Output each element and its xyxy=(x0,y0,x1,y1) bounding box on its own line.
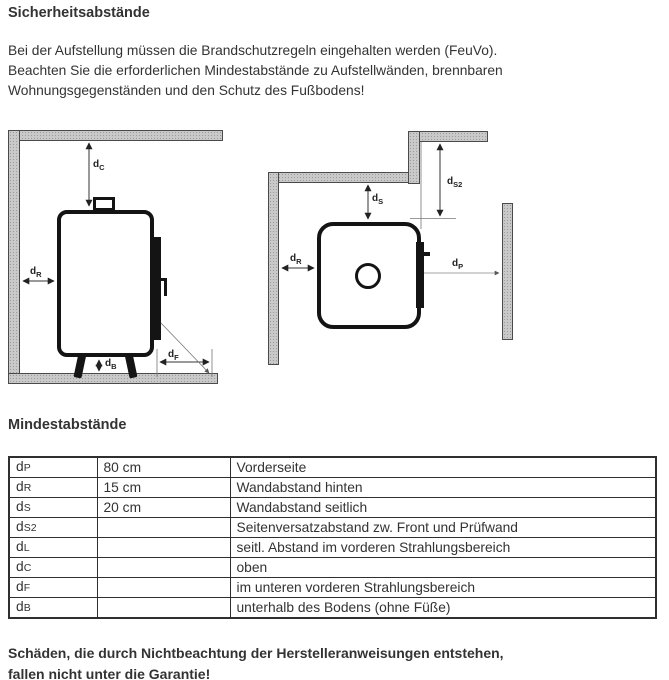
minimum-distances-table xyxy=(8,456,657,619)
clearance-diagrams xyxy=(0,125,669,403)
distance-value: 15 cm xyxy=(97,478,230,498)
distance-value xyxy=(97,538,230,558)
distance-symbol: dP xyxy=(9,457,97,478)
table-row xyxy=(9,538,656,558)
table-row xyxy=(9,598,656,619)
intro-line: Beachten Sie die erforderlichen Mindestabstände zu Aufstellwänden, brennbaren xyxy=(8,63,503,78)
label-ds2: $d_{S2}$ xyxy=(447,176,463,189)
distance-symbol: dS2 xyxy=(9,518,97,538)
distance-value xyxy=(97,578,230,598)
warranty-warning xyxy=(8,643,504,680)
warning-line: fallen nicht unter die Garantie! xyxy=(8,666,211,680)
distance-description: im unteren vorderen Strahlungsbereich xyxy=(230,578,656,598)
distance-description: seitl. Abstand im vorderen Strahlungsbereich xyxy=(230,538,656,558)
distance-value xyxy=(97,598,230,619)
table-row xyxy=(9,498,656,518)
distance-description: unterhalb des Bodens (ohne Füße) xyxy=(230,598,656,619)
radiation-diagonal xyxy=(161,323,209,373)
table-row xyxy=(9,558,656,578)
label-df: $d_F$ xyxy=(168,349,179,362)
table-row xyxy=(9,457,656,478)
distance-symbol: dF xyxy=(9,578,97,598)
distance-description: Wandabstand seitlich xyxy=(230,498,656,518)
intro-line: Bei der Aufstellung müssen die Brandschutzregeln eingehalten werden (FeuVo). xyxy=(8,43,498,58)
distance-description: Vorderseite xyxy=(230,457,656,478)
warning-line: Schäden, die durch Nichtbeachtung der Herstelleranweisungen entstehen, xyxy=(8,645,504,661)
distance-symbol: dL xyxy=(9,538,97,558)
section-title-mindestabstaende: Mindestabstände xyxy=(8,417,127,433)
label-dc: $d_C$ xyxy=(93,159,105,172)
table-row xyxy=(9,478,656,498)
label-dr-side: $d_R$ xyxy=(30,266,42,279)
distance-description: Seitenversatzabstand zw. Front und Prüfwand xyxy=(230,518,656,538)
distance-symbol: dB xyxy=(9,598,97,619)
label-dp: $d_P$ xyxy=(452,258,464,271)
distance-value xyxy=(97,518,230,538)
intro-line: Wohnungsgegenständen und den Schutz des Fußbodens! xyxy=(8,83,365,98)
label-dr-top: $d_R$ xyxy=(290,253,302,266)
distance-value: 80 cm xyxy=(97,457,230,478)
distance-description: oben xyxy=(230,558,656,578)
distance-symbol: dC xyxy=(9,558,97,578)
intro-paragraph xyxy=(8,41,503,101)
distance-value xyxy=(97,558,230,578)
page-title: Sicherheitsabstände xyxy=(8,5,150,21)
distance-value: 20 cm xyxy=(97,498,230,518)
table-row xyxy=(9,518,656,538)
distance-symbol: dR xyxy=(9,478,97,498)
label-ds: $d_S$ xyxy=(372,193,384,206)
table-row xyxy=(9,578,656,598)
label-db: $d_B$ xyxy=(105,358,117,371)
distance-symbol: dS xyxy=(9,498,97,518)
distance-description: Wandabstand hinten xyxy=(230,478,656,498)
